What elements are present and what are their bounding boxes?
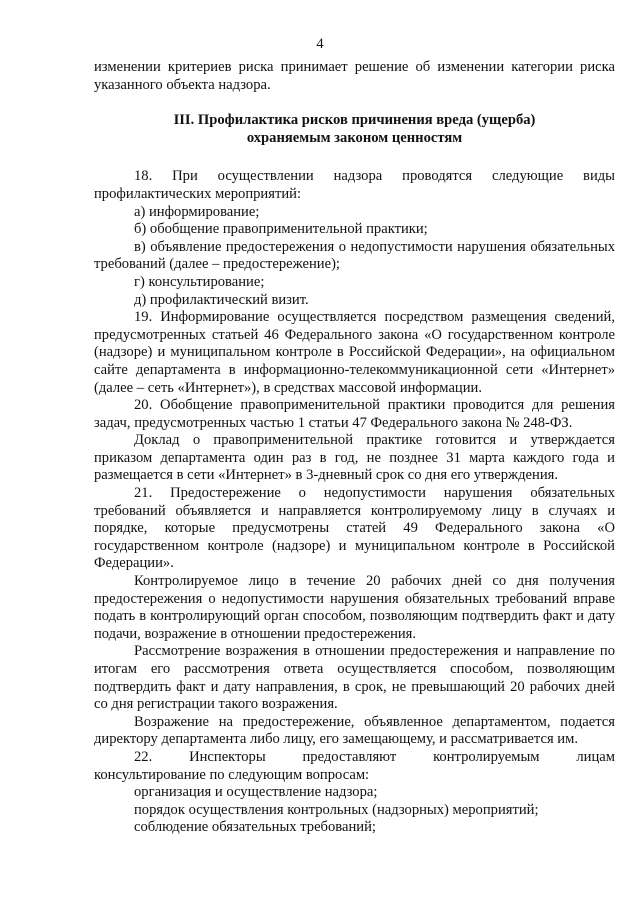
document-body <box>94 59 615 837</box>
list-item-g: г) консультирование; <box>134 273 265 290</box>
list-item-v: в) объявление предостережения о недопустимости нарушения обязательных требований (далее – предостережение); <box>94 238 615 273</box>
paragraph-21-review: Рассмотрение возражения в отношении предостережения и направление по итогам его рассмотрения ответа осуществляется способом, позволяющим подтвердить факт и дату направления, в срок, не превышающий 20 рабочих дней со дня регистрации такого возражения. <box>94 643 615 713</box>
paragraph-18-line-2: профилактических мероприятий: <box>94 185 302 202</box>
paragraph-21-director: Возражение на предостережение, объявленное департаментом, подается директору департамента либо лицу, его замещающему, и рассматривается им. <box>94 713 615 748</box>
consult-topic-2: порядок осуществления контрольных (надзорных) мероприятий; <box>134 801 539 818</box>
paragraph-22-line-1: 22. Инспекторы предоставляют контролируемым лицам <box>134 748 615 765</box>
paragraph-18-line-1: 18. При осуществлении надзора проводятся следующие виды <box>134 168 615 185</box>
paragraph-20: 20. Обобщение правоприменительной практики проводится для решения задач, предусмотренных частью 1 статьи 47 Федерального закона № 248-ФЗ. <box>94 397 615 431</box>
intro-paragraph: изменении критериев риска принимает решение об изменении категории риска указанного объекта надзора. <box>94 59 615 93</box>
list-item-d: д) профилактический визит. <box>134 291 309 308</box>
paragraph-19: 19. Информирование осуществляется посредством размещения сведений, предусмотренных статьей 46 Федерального закона «О государственном контроле (надзоре) и муниципальном контроле в Российской Федерации», на официальном сайте департамента в информационно-телекоммуникационной сети «Интернет» (далее – сеть «Интернет»), в средствах массовой информации. <box>94 309 615 396</box>
paragraph-20-report: Доклад о правоприменительной практике готовится и утверждается приказом департамента один раз в год, не позднее 31 марта каждого года и размещается в сети «Интернет» в 3-дневный срок со дня его утверждения. <box>94 432 615 484</box>
paragraph-22-line-2: консультирование по следующим вопросам: <box>94 766 370 783</box>
section-title <box>94 112 615 147</box>
section-title-line-2: охраняемым законом ценностям <box>246 129 463 146</box>
list-item-b: б) обобщение правоприменительной практики; <box>134 221 428 238</box>
consult-topic-3: соблюдение обязательных требований; <box>134 819 376 836</box>
page-number: 4 <box>316 36 324 52</box>
paragraph-21-objection: Контролируемое лицо в течение 20 рабочих дней со дня получения предостережения о недопустимости нарушения обязательных требований вправе подать в контролирующий орган способом, позволяющим подтвердить факт и дату подачи, возражение в отношении предостережения. <box>94 573 615 642</box>
section-title-line-1: III. Профилактика рисков причинения вреда (ущерба) <box>173 112 536 129</box>
paragraph-21: 21. Предостережение о недопустимости нарушения обязательных требований объявляется и направляется контролируемому лицу в случаях и порядке, которые предусмотрены статей 49 Федерального закона «О государственном контроле (надзоре) и муниципальном контроле в Российской Федерации». <box>94 485 615 572</box>
list-item-a: а) информирование; <box>134 203 260 220</box>
consult-topic-1: организация и осуществление надзора; <box>134 784 378 801</box>
